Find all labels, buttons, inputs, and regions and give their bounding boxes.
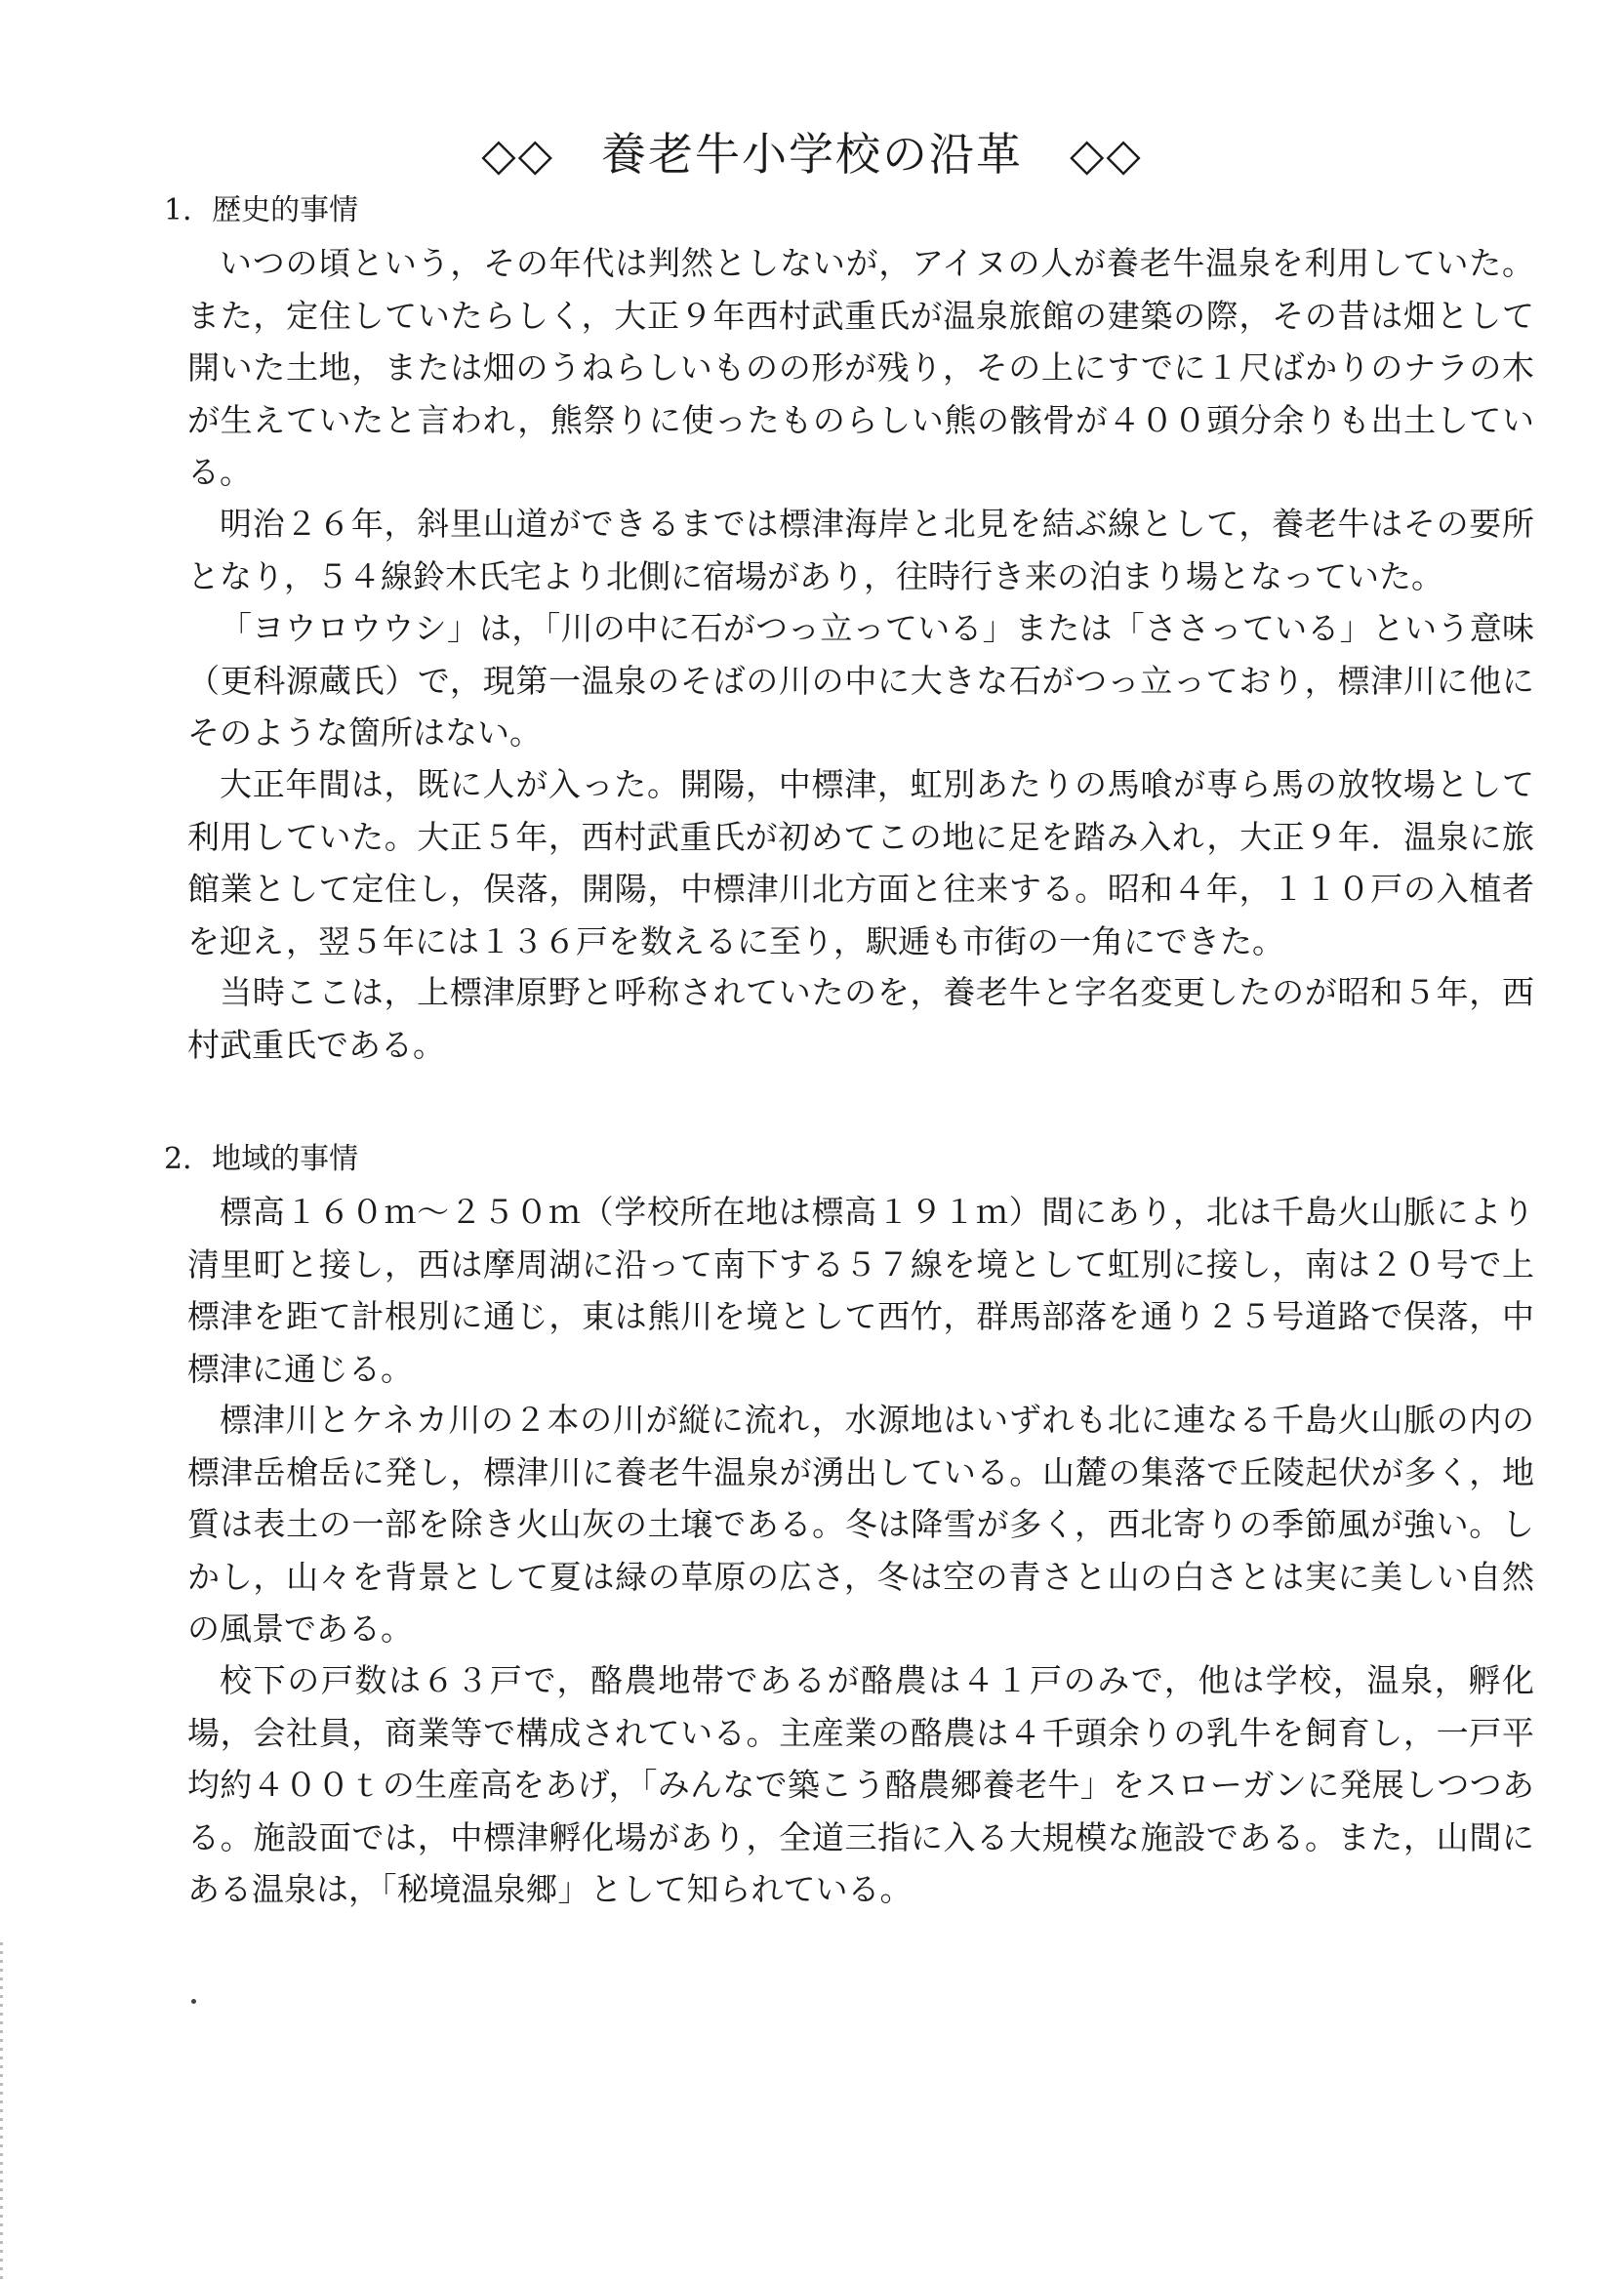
paragraph: 校下の戸数は６３戸で，酪農地帯であるが酪農は４１戸のみで，他は学校，温泉，孵化場，会社員，商業等で構成されている。主産業の酪農は４千頭余りの乳牛を飼育し，一戸平均約４００ｔの生産高をあげ，「みんなで築こう酪農郷養老牛」をスローガンに発展しつつある。施設面では，中標津孵化場があり，全道三指に入る大規模な施設である。また，山間にある温泉は，「秘境温泉郷」として知られている。: [187, 1661, 1534, 1908]
paragraph: 当時ここは，上標津原野と呼称されていたのを，養老牛と字名変更したのが昭和５年，西村武重氏である。: [187, 973, 1534, 1064]
paragraph: いつの頃という，その年代は判然としないが，アイヌの人が養老牛温泉を利用していた。また，定住していたらしく，大正９年西村武重氏が温泉旅館の建築の際，その昔は畑として開いた土地，または畑のうねらしいものの形が残り，その上にすでに１尺ばかりのナラの木が生えていたと言われ，熊祭りに使ったものらしい熊の骸骨が４００頭分余りも出土している。: [187, 244, 1534, 491]
paragraph: 大正年間は，既に人が入った。開陽，中標津，虹別あたりの馬喰が専ら馬の放牧場として利用していた。大正５年，西村武重氏が初めてこの地に足を踏み入れ，大正９年．温泉に旅館業として定住し，俣落，開陽，中標津川北方面と往来する。昭和４年，１１０戸の入植者を迎え，翌５年には１３６戸を数えるに至り，駅逓も市街の一角にできた。: [187, 765, 1535, 960]
page-title: ◇◇ 養老牛小学校の沿革 ◇◇: [481, 128, 1143, 181]
paragraph: 「ヨウロウウシ」は，「川の中に石がつっ立っている」または「ささっている」という意味（更科源蔵氏）で，現第一温泉のそばの川の中に大きな石がつっ立っており，標津川に他にそのような箇所はない。: [187, 609, 1534, 752]
scan-dot-artifact: [191, 1999, 196, 2004]
section-heading-region: 2．地域的事情: [164, 1142, 359, 1176]
paragraph: 標高１６０ｍ～２５０ｍ（学校所在地は標高１９１ｍ）間にあり，北は千島火山脈により清里町と接し，西は摩周湖に沿って南下する５７線を境として虹別に接し，南は２０号で上標津を距て計根別に通じ，東は熊川を境として西竹，群馬部落を通り２５号道路で俣落，中標津に通じる。: [187, 1193, 1534, 1388]
section-heading-history: 1．歴史的事情: [164, 193, 359, 227]
scan-edge-artifact: [0, 1942, 3, 2282]
paragraph: 明治２６年，斜里山道ができるまでは標津海岸と北見を結ぶ線として，養老牛はその要所となり，５４線鈴木氏宅より北側に宿場があり，往時行き来の泊まり場となっていた。: [187, 505, 1534, 595]
paragraph: 標津川とケネカ川の２本の川が縦に流れ，水源地はいずれも北に連なる千島火山脈の内の標津岳槍岳に発し，標津川に養老牛温泉が湧出している。山麓の集落で丘陵起伏が多く，地質は表土の一部を除き火山灰の土壌である。冬は降雪が多く，西北寄りの季節風が強い。しかし，山々を背景として夏は緑の草原の広さ，冬は空の青さと山の白さとは実に美しい自然の風景である。: [187, 1401, 1534, 1648]
